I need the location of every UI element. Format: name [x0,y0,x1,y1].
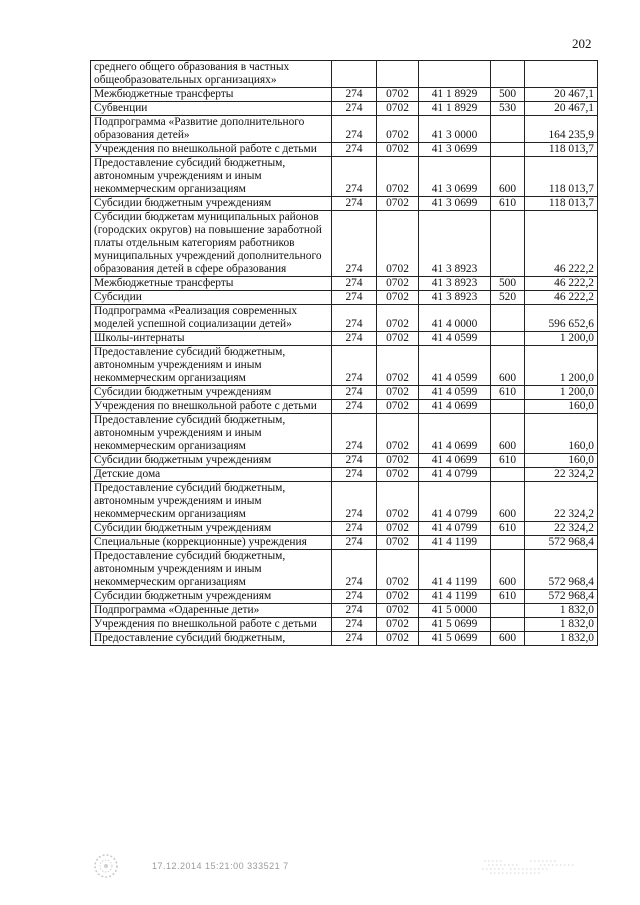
cell-expense-type: 600 [491,157,525,197]
cell-section: 0702 [377,102,419,116]
table-row [91,482,598,522]
cell-name: Предоставление субсидий бюджетным, автономным учреждениям и иным некоммерческим организациям [91,414,332,454]
cell-department: 274 [332,211,377,277]
cell-section: 0702 [377,88,419,102]
cell-section: 0702 [377,522,419,536]
cell-expense-type [491,211,525,277]
cell-name: Предоставление субсидий бюджетным, автономным учреждениям и иным некоммерческим организациям [91,346,332,386]
cell-department: 274 [332,522,377,536]
table-row [91,346,598,386]
cell-name: Специальные (коррекционные) учреждения [91,536,332,550]
cell-target-article: 41 5 0699 [419,618,491,632]
cell-expense-type [491,468,525,482]
cell-amount [525,61,598,88]
cell-target-article: 41 4 1199 [419,590,491,604]
cell-amount: 118 013,7 [525,143,598,157]
cell-department: 274 [332,102,377,116]
cell-expense-type [491,604,525,618]
cell-amount: 46 222,2 [525,277,598,291]
cell-amount: 572 968,4 [525,590,598,604]
table-row [91,468,598,482]
cell-name: Субсидии бюджетам муниципальных районов (городских округов) на повышение заработной платы отдельным категориям работников муниципальных учреждений дополнительного образования детей в сфере образования [91,211,332,277]
cell-department: 274 [332,291,377,305]
cell-name: Предоставление субсидий бюджетным, [91,632,332,646]
cell-name: Субсидии бюджетным учреждениям [91,522,332,536]
cell-name: Субвенции [91,102,332,116]
cell-department: 274 [332,386,377,400]
cell-name: Субсидии бюджетным учреждениям [91,197,332,211]
cell-expense-type [491,618,525,632]
cell-name: Предоставление субсидий бюджетным, автономным учреждениям и иным некоммерческим организациям [91,550,332,590]
cell-expense-type: 530 [491,102,525,116]
cell-name: среднего общего образования в частных общеобразовательных организациях» [91,61,332,88]
cell-amount: 22 324,2 [525,468,598,482]
cell-amount: 596 652,6 [525,305,598,332]
cell-department: 274 [332,604,377,618]
cell-section: 0702 [377,291,419,305]
cell-target-article: 41 4 0599 [419,332,491,346]
table-row [91,305,598,332]
cell-department: 274 [332,346,377,386]
cell-name: Подпрограмма «Реализация современных моделей успешной социализации детей» [91,305,332,332]
cell-name: Межбюджетные трансферты [91,88,332,102]
table-row [91,386,598,400]
table-row [91,454,598,468]
cell-target-article: 41 4 0000 [419,305,491,332]
cell-section: 0702 [377,618,419,632]
cell-name: Подпрограмма «Одаренные дети» [91,604,332,618]
cell-expense-type: 610 [491,454,525,468]
cell-amount: 22 324,2 [525,522,598,536]
cell-amount: 160,0 [525,400,598,414]
cell-department: 274 [332,88,377,102]
table-row [91,143,598,157]
page-number: 202 [572,36,592,51]
cell-expense-type: 500 [491,88,525,102]
cell-expense-type: 600 [491,632,525,646]
cell-department: 274 [332,332,377,346]
cell-amount: 20 467,1 [525,102,598,116]
cell-expense-type: 600 [491,414,525,454]
cell-name: Субсидии бюджетным учреждениям [91,454,332,468]
cell-amount: 572 968,4 [525,550,598,590]
table-row [91,632,598,646]
table-row [91,522,598,536]
cell-department: 274 [332,414,377,454]
cell-amount: 46 222,2 [525,291,598,305]
cell-department: 274 [332,305,377,332]
cell-expense-type: 500 [491,277,525,291]
table-row [91,604,598,618]
cell-amount: 160,0 [525,414,598,454]
cell-target-article: 41 4 0799 [419,482,491,522]
cell-amount: 118 013,7 [525,197,598,211]
cell-target-article: 41 4 0699 [419,400,491,414]
cell-amount: 572 968,4 [525,536,598,550]
cell-name: Предоставление субсидий бюджетным, автономным учреждениям и иным некоммерческим организациям [91,157,332,197]
cell-section: 0702 [377,332,419,346]
cell-target-article: 41 3 0699 [419,157,491,197]
cell-department: 274 [332,468,377,482]
cell-expense-type [491,332,525,346]
cell-section: 0702 [377,346,419,386]
cell-section: 0702 [377,143,419,157]
cell-name: Предоставление субсидий бюджетным, автономным учреждениям и иным некоммерческим организациям [91,482,332,522]
cell-target-article: 41 5 0699 [419,632,491,646]
cell-expense-type [491,536,525,550]
cell-department: 274 [332,618,377,632]
cell-section: 0702 [377,536,419,550]
cell-target-article: 41 4 0799 [419,468,491,482]
cell-target-article: 41 3 8923 [419,291,491,305]
cell-department: 274 [332,536,377,550]
table-row [91,102,598,116]
table-row [91,536,598,550]
cell-section: 0702 [377,468,419,482]
table-row [91,590,598,604]
cell-amount: 1 200,0 [525,346,598,386]
cell-department [332,61,377,88]
cell-expense-type: 610 [491,590,525,604]
cell-expense-type: 600 [491,482,525,522]
cell-target-article: 41 1 8929 [419,102,491,116]
cell-department: 274 [332,482,377,522]
table-row [91,211,598,277]
cell-section: 0702 [377,550,419,590]
cell-expense-type: 520 [491,291,525,305]
cell-amount: 1 832,0 [525,604,598,618]
cell-section: 0702 [377,590,419,604]
cell-target-article: 41 4 1199 [419,536,491,550]
cell-section: 0702 [377,482,419,522]
cell-department: 274 [332,116,377,143]
cell-amount: 46 222,2 [525,211,598,277]
cell-amount: 1 832,0 [525,632,598,646]
cell-name: Школы-интернаты [91,332,332,346]
cell-expense-type: 610 [491,197,525,211]
cell-expense-type: 600 [491,550,525,590]
cell-section: 0702 [377,277,419,291]
registration-stamp: 17.12.2014 15:21:00 333521 7 [152,861,289,871]
cell-section [377,61,419,88]
cell-target-article: 41 4 0599 [419,386,491,400]
cell-name: Учреждения по внешкольной работе с детьми [91,618,332,632]
cell-amount: 1 832,0 [525,618,598,632]
table-row [91,197,598,211]
cell-name: Субсидии бюджетным учреждениям [91,386,332,400]
cell-amount: 20 467,1 [525,88,598,102]
table-row [91,277,598,291]
table-row [91,400,598,414]
fingerprint-icon [480,855,580,879]
cell-section: 0702 [377,197,419,211]
cell-department: 274 [332,143,377,157]
cell-name: Учреждения по внешкольной работе с детьми [91,143,332,157]
cell-target-article: 41 3 0699 [419,143,491,157]
seal-icon [93,851,119,881]
cell-expense-type [491,61,525,88]
cell-name: Межбюджетные трансферты [91,277,332,291]
cell-amount: 22 324,2 [525,482,598,522]
cell-department: 274 [332,550,377,590]
cell-target-article [419,61,491,88]
cell-name: Субсидии бюджетным учреждениям [91,590,332,604]
cell-target-article: 41 5 0000 [419,604,491,618]
cell-name: Детские дома [91,468,332,482]
table-row [91,332,598,346]
page-footer [0,857,640,887]
table-row [91,618,598,632]
cell-amount: 164 235,9 [525,116,598,143]
cell-target-article: 41 3 0699 [419,197,491,211]
table-row [91,61,598,88]
cell-target-article: 41 4 0799 [419,522,491,536]
table-row [91,291,598,305]
cell-section: 0702 [377,211,419,277]
cell-expense-type: 610 [491,386,525,400]
cell-section: 0702 [377,157,419,197]
cell-section: 0702 [377,632,419,646]
cell-section: 0702 [377,386,419,400]
table-row [91,414,598,454]
table-row [91,88,598,102]
cell-section: 0702 [377,305,419,332]
cell-expense-type: 610 [491,522,525,536]
cell-section: 0702 [377,400,419,414]
cell-name: Субсидии [91,291,332,305]
cell-department: 274 [332,590,377,604]
cell-expense-type [491,400,525,414]
table-row [91,550,598,590]
cell-target-article: 41 1 8929 [419,88,491,102]
cell-section: 0702 [377,604,419,618]
cell-name: Учреждения по внешкольной работе с детьми [91,400,332,414]
cell-target-article: 41 4 0599 [419,346,491,386]
cell-section: 0702 [377,414,419,454]
cell-amount: 160,0 [525,454,598,468]
cell-department: 274 [332,277,377,291]
cell-department: 274 [332,632,377,646]
budget-table [90,60,598,646]
cell-target-article: 41 4 0699 [419,454,491,468]
table-row [91,116,598,143]
cell-section: 0702 [377,116,419,143]
cell-department: 274 [332,400,377,414]
cell-target-article: 41 3 8923 [419,277,491,291]
cell-amount: 1 200,0 [525,386,598,400]
cell-expense-type [491,305,525,332]
cell-department: 274 [332,197,377,211]
cell-target-article: 41 4 0699 [419,414,491,454]
cell-expense-type [491,116,525,143]
cell-department: 274 [332,157,377,197]
cell-name: Подпрограмма «Развитие дополнительного образования детей» [91,116,332,143]
cell-target-article: 41 3 8923 [419,211,491,277]
cell-department: 274 [332,454,377,468]
cell-target-article: 41 3 0000 [419,116,491,143]
cell-expense-type [491,143,525,157]
cell-amount: 1 200,0 [525,332,598,346]
table-row [91,157,598,197]
cell-amount: 118 013,7 [525,157,598,197]
cell-expense-type: 600 [491,346,525,386]
cell-target-article: 41 4 1199 [419,550,491,590]
cell-section: 0702 [377,454,419,468]
